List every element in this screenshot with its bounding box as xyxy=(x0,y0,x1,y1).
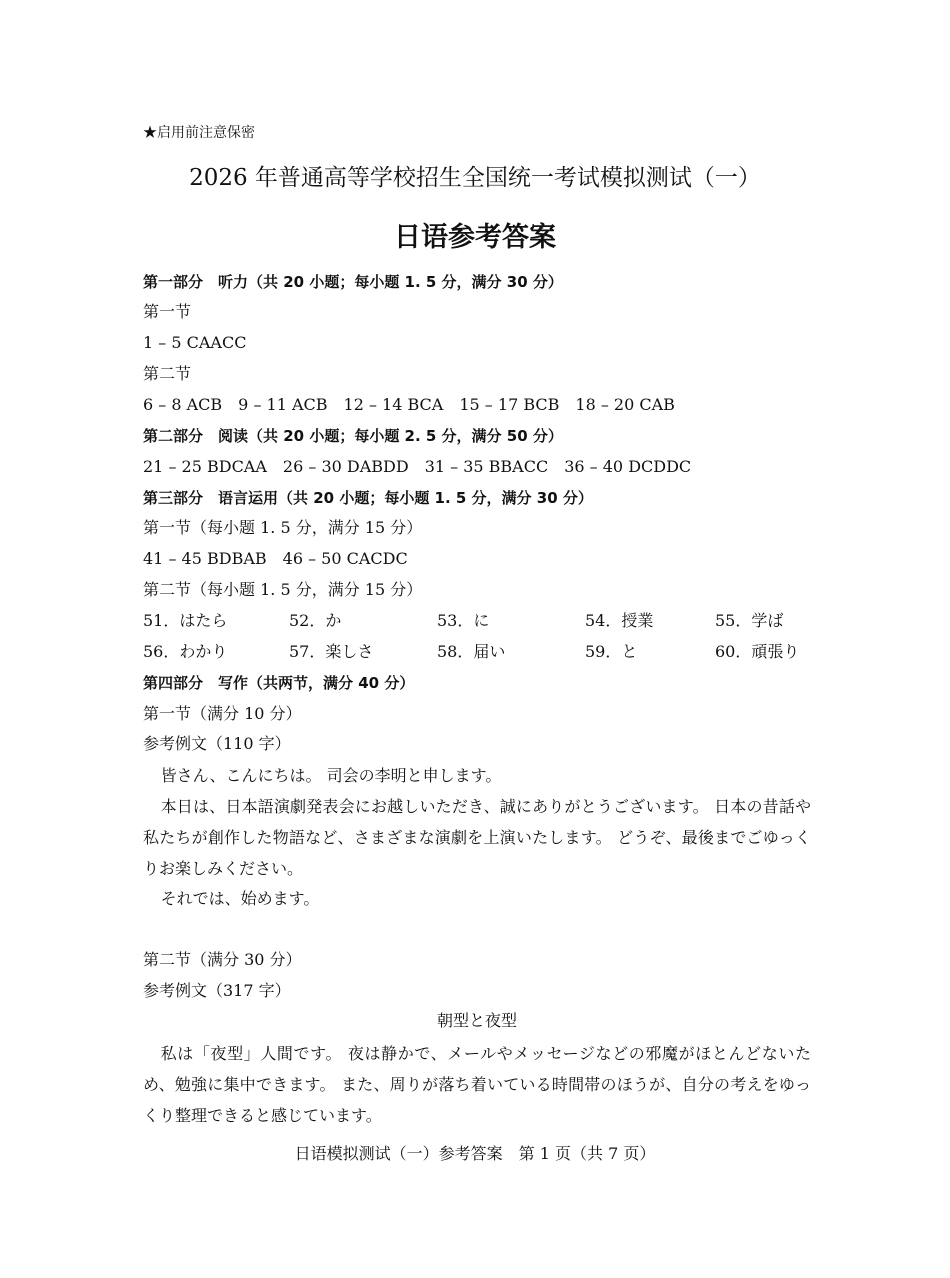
exam-title: 2026 年普通高等学校招生全国统一考试模拟测试（一） xyxy=(189,165,761,191)
part3-section1-answers: 41 – 45 BDBAB 46 – 50 CACDC xyxy=(143,549,408,568)
part4-heading: 第四部分 写作（共两节，满分 40 分） xyxy=(143,674,415,692)
part1-section1-answers: 1 – 5 CAACC xyxy=(143,333,247,352)
fill-answer-57: 57．楽しさ xyxy=(289,642,374,661)
fill-answer-60: 60．頑張り xyxy=(715,642,800,661)
fill-in-row-1 xyxy=(143,611,823,631)
sample-paragraph-1: 皆さん、こんにちは。 司会の李明と申します。 xyxy=(160,766,502,785)
sample-paragraph-2: 本日は、日本語演劇発表会にお越しいただき、誠にありがとうございます。 日本の昔話や私たちが創作した物語など、さまざまな演劇を上演いたします。 どうぞ、最後までごゆっくりお楽しみください。 xyxy=(143,797,811,878)
part4-section1-sample-label: 参考例文（110 字） xyxy=(143,734,291,753)
part1-section2-label: 第二节 xyxy=(143,364,192,383)
part2-heading: 第二部分 阅读（共 20 小题；每小题 2. 5 分，满分 50 分） xyxy=(143,427,563,445)
part3-heading: 第三部分 语言运用（共 20 小题；每小题 1. 5 分，满分 30 分） xyxy=(143,489,593,507)
document-subtitle: 日语参考答案 xyxy=(394,222,556,253)
fill-answer-53: 53．に xyxy=(437,611,490,630)
fill-answer-51: 51．はたら xyxy=(143,611,228,630)
fill-answer-59: 59．と xyxy=(585,642,638,661)
part1-section1-label: 第一节 xyxy=(143,302,192,321)
sample-paragraph-3: それでは、始めます。 xyxy=(160,889,320,908)
part1-section2-answers: 6 – 8 ACB 9 – 11 ACB 12 – 14 BCA 15 – 17 BCB 18 – 20 CAB xyxy=(143,395,675,414)
part4-section2-sample-label: 参考例文（317 字） xyxy=(143,981,291,1000)
part3-section1-label: 第一节（每小题 1. 5 分，满分 15 分） xyxy=(143,518,423,537)
part4-section1-label: 第一节（满分 10 分） xyxy=(143,704,302,723)
part2-answers: 21 – 25 BDCAA 26 – 30 DABDD 31 – 35 BBACC 36 – 40 DCDDC xyxy=(143,457,692,476)
part3-section2-label: 第二节（每小题 1. 5 分，满分 15 分） xyxy=(143,580,423,599)
fill-answer-52: 52．か xyxy=(289,611,342,630)
essay-paragraph-1: 私は「夜型」人間です。 夜は静かで、メールやメッセージなどの邪魔がほとんどないため、勉強に集中できます。 また、周りが落ち着いている時間帯のほうが、自分の考えをゆっくり整理できると感じています。 xyxy=(143,1044,811,1125)
fill-answer-56: 56．わかり xyxy=(143,642,228,661)
essay-title: 朝型と夜型 xyxy=(436,1011,517,1030)
fill-answer-55: 55．学ば xyxy=(715,611,784,630)
part1-heading: 第一部分 听力（共 20 小题；每小题 1. 5 分，满分 30 分） xyxy=(143,273,563,291)
fill-answer-58: 58．届い xyxy=(437,642,506,661)
fill-answer-54: 54．授業 xyxy=(585,611,654,630)
confidential-notice: ★启用前注意保密 xyxy=(143,125,255,141)
page-footer: 日语模拟测试（一）参考答案 第 1 页（共 7 页） xyxy=(294,1144,656,1163)
part4-section2-label: 第二节（满分 30 分） xyxy=(143,950,302,969)
fill-in-row-2 xyxy=(143,642,823,662)
